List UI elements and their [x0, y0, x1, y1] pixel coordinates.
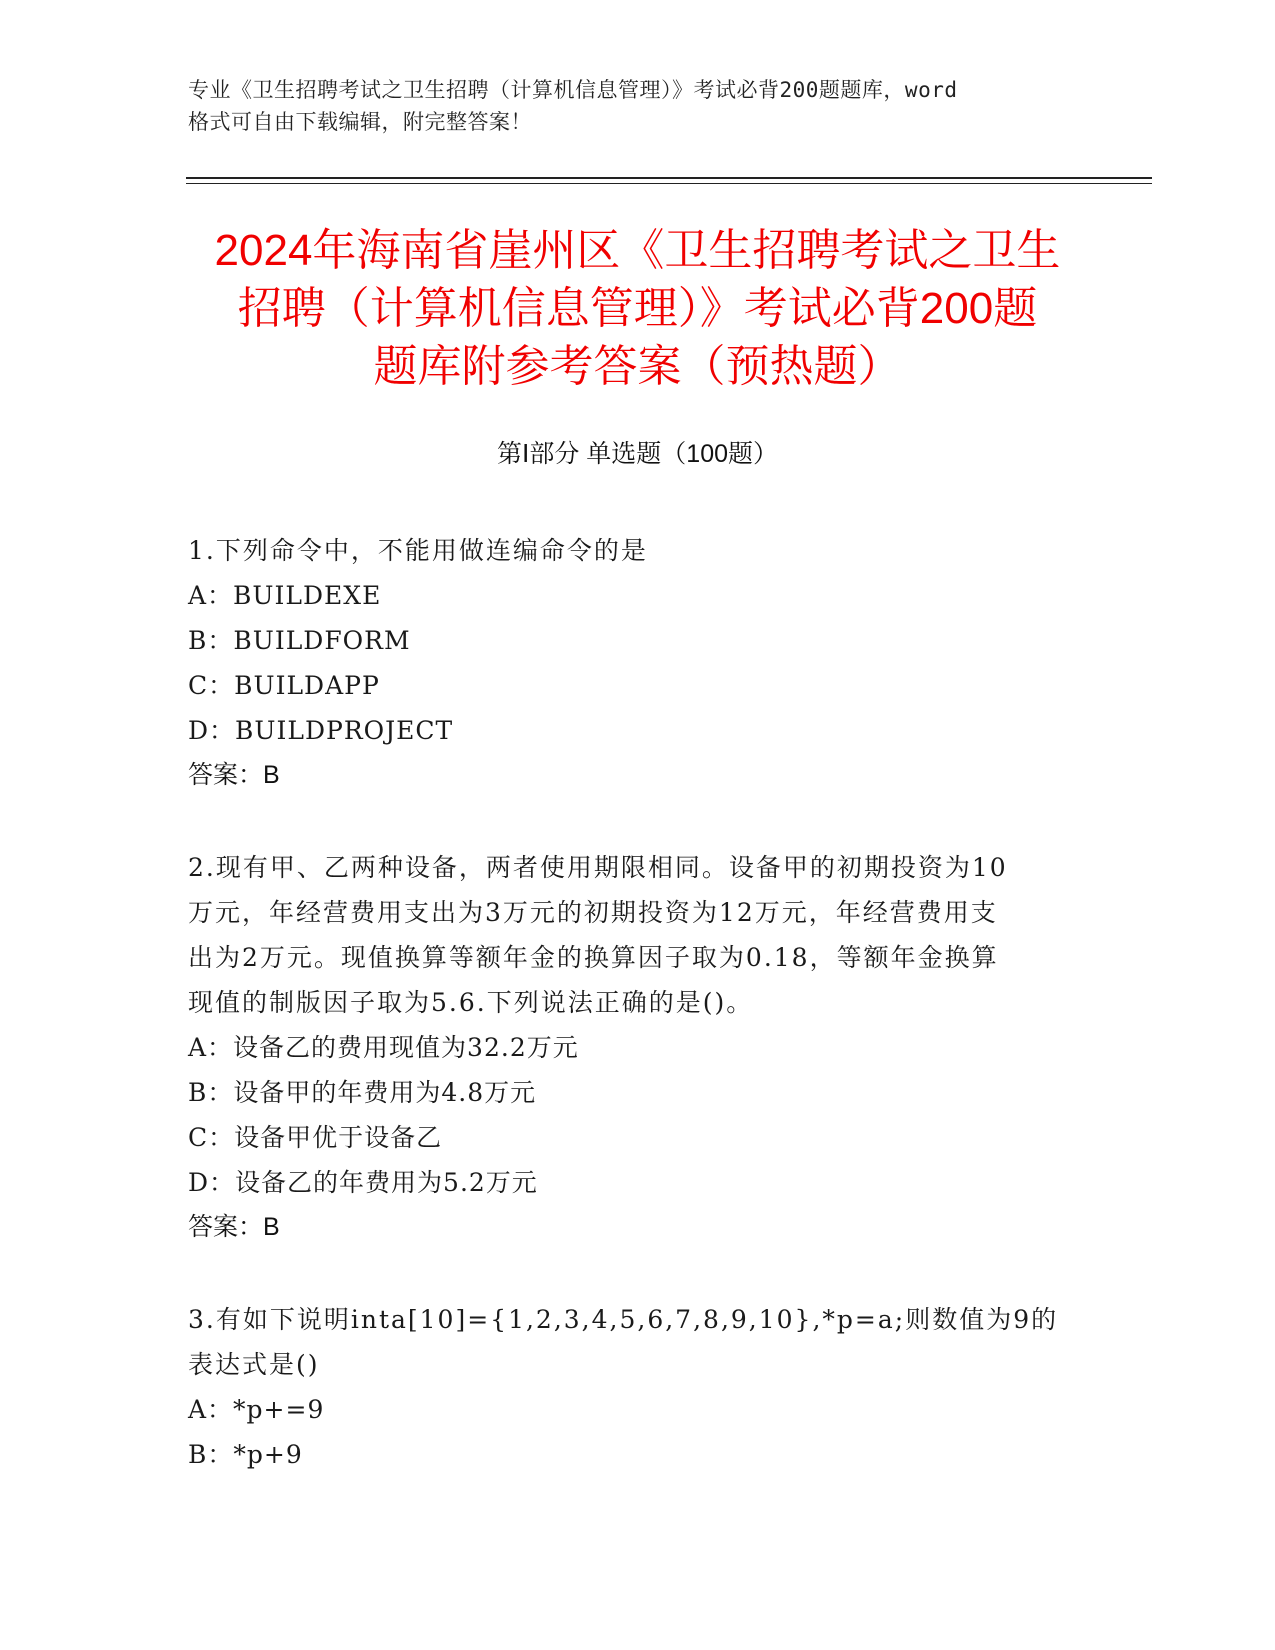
- option-b: B：BUILDFORM: [188, 626, 411, 655]
- question-2: [188, 845, 1088, 1250]
- answer: 答案：B: [188, 761, 280, 789]
- option-c: C：BUILDAPP: [188, 671, 380, 700]
- question-stem-line: 现值的制版因子取为5.6.下列说法正确的是()。: [188, 988, 754, 1017]
- option-b: B：*p+9: [188, 1440, 303, 1469]
- question-stem-line: 出为2万元。现值换算等额年金的换算因子取为0.18，等额年金换算: [188, 943, 999, 972]
- header-divider-thin: [186, 183, 1152, 184]
- question-stem-line: 2.现有甲、乙两种设备，两者使用期限相同。设备甲的初期投资为10: [188, 853, 1008, 882]
- header-note-line: 格式可自由下载编辑，附完整答案！: [188, 110, 532, 134]
- answer: 答案：B: [188, 1213, 280, 1241]
- option-a: A：设备乙的费用现值为32.2万元: [188, 1033, 579, 1062]
- question-list: [188, 528, 1088, 1524]
- document-title: [170, 222, 1105, 396]
- option-b: B：设备甲的年费用为4.8万元: [188, 1078, 537, 1107]
- question-stem: 1.下列命令中，不能用做连编命令的是: [188, 536, 648, 565]
- title-line: 2024年海南省崖州区《卫生招聘考试之卫生: [214, 226, 1061, 275]
- title-line: 招聘（计算机信息管理）》考试必背200题: [237, 284, 1038, 333]
- question-stem-line: 3.有如下说明inta[10]={1,2,3,4,5,6,7,8,9,10},*p=a;则数值为9的: [188, 1305, 1059, 1334]
- option-c: C：设备甲优于设备乙: [188, 1123, 443, 1152]
- section-heading: 第Ⅰ部分 单选题（100题）: [496, 440, 779, 468]
- header-divider-thick: [186, 177, 1152, 179]
- question-stem-line: 表达式是(): [188, 1350, 320, 1379]
- title-line: 题库附参考答案（预热题）: [373, 342, 902, 391]
- header-note-line: 专业《卫生招聘考试之卫生招聘（计算机信息管理）》考试必背200题题库，word: [188, 78, 958, 102]
- option-d: D：设备乙的年费用为5.2万元: [188, 1168, 538, 1197]
- question-3: [188, 1297, 1088, 1477]
- question-stem-line: 万元，年经营费用支出为3万元的初期投资为12万元，年经营费用支: [188, 898, 998, 927]
- option-a: A：BUILDEXE: [188, 581, 382, 610]
- option-d: D：BUILDPROJECT: [188, 716, 454, 745]
- question-1: [188, 528, 1088, 798]
- option-a: A：*p+=9: [188, 1395, 325, 1424]
- header-note: [188, 74, 1088, 138]
